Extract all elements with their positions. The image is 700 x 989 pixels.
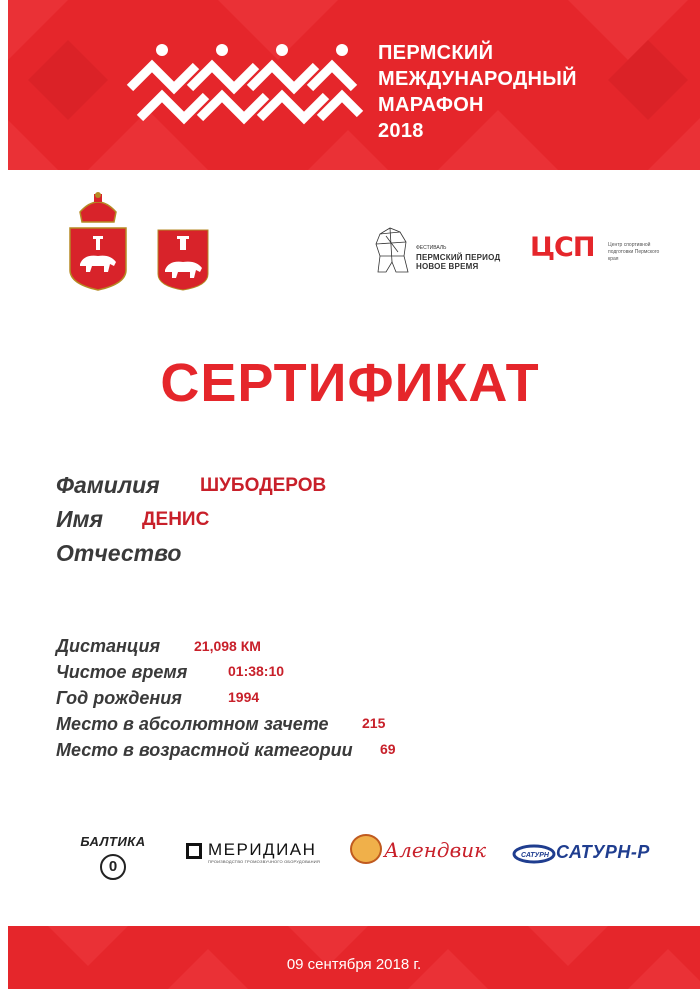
certificate-title: СЕРТИФИКАТ [160,353,540,413]
festival-label: ФЕСТИВАЛЬ [416,245,447,251]
festival-name-line2: НОВОЕ ВРЕМЯ [416,262,479,271]
alendvik-badge-icon [350,834,382,864]
patronymic-label: Отчество [56,540,182,566]
absolute-place-label: Место в абсолютном зачете [56,714,329,734]
meridian-subtitle: ПРОИЗВОДСТВО ГРОМОЗВУЧНОГО ОБОРУДОВАНИЯ [208,859,320,864]
meridian-logo-text: МЕРИДИАН [208,840,317,859]
baltika-number: 0 [100,854,126,880]
absolute-place-value: 215 [362,715,386,731]
birth-year-value: 1994 [228,689,260,705]
meridian-square-icon [186,843,202,859]
page-edge [0,0,8,989]
marathon-title-line: МЕЖДУНАРОДНЫЙ [378,68,577,90]
marathon-title-line: МАРАФОН [378,94,484,116]
surname-label: Фамилия [56,472,160,498]
saturn-swoosh-text: САТУРН [521,852,549,859]
surname-value: ШУБОДЕРОВ [200,475,327,496]
age-place-value: 69 [380,741,396,757]
net-time-label: Чистое время [56,662,188,682]
distance-value: 21,098 КМ [194,638,261,654]
festival-name-line1: ПЕРМСКИЙ ПЕРИОД [416,253,501,262]
baltika-logo [66,828,160,884]
name-label: Имя [56,506,104,532]
marathon-title-year: 2018 [378,120,424,142]
marathon-logo [120,38,370,138]
csp-logo: ЦСП [530,232,595,263]
header-banner [8,0,700,170]
alendvik-logo-text: Алендвик [384,838,487,862]
saturn-swoosh-icon [512,840,556,866]
perm-region-coat-of-arms-icon [66,192,130,292]
distance-label: Дистанция [56,636,161,656]
festival-caption [416,244,500,271]
csp-caption: Центр спортивной подготовки Пермского края [608,242,660,262]
birth-year-label: Год рождения [56,688,182,708]
certificate-date: 09 сентября 2018 г. [286,956,422,973]
marathon-title [378,40,577,144]
marathon-title-line: ПЕРМСКИЙ [378,42,494,64]
name-value: ДЕНИС [142,509,210,530]
age-place-label: Место в возрастной категории [56,740,353,760]
saturn-logo-text: САТУРН-Р [556,842,650,862]
net-time-value: 01:38:10 [228,663,285,679]
perm-city-coat-of-arms-icon [156,228,210,292]
baltika-text: БАЛТИКА [80,834,146,849]
